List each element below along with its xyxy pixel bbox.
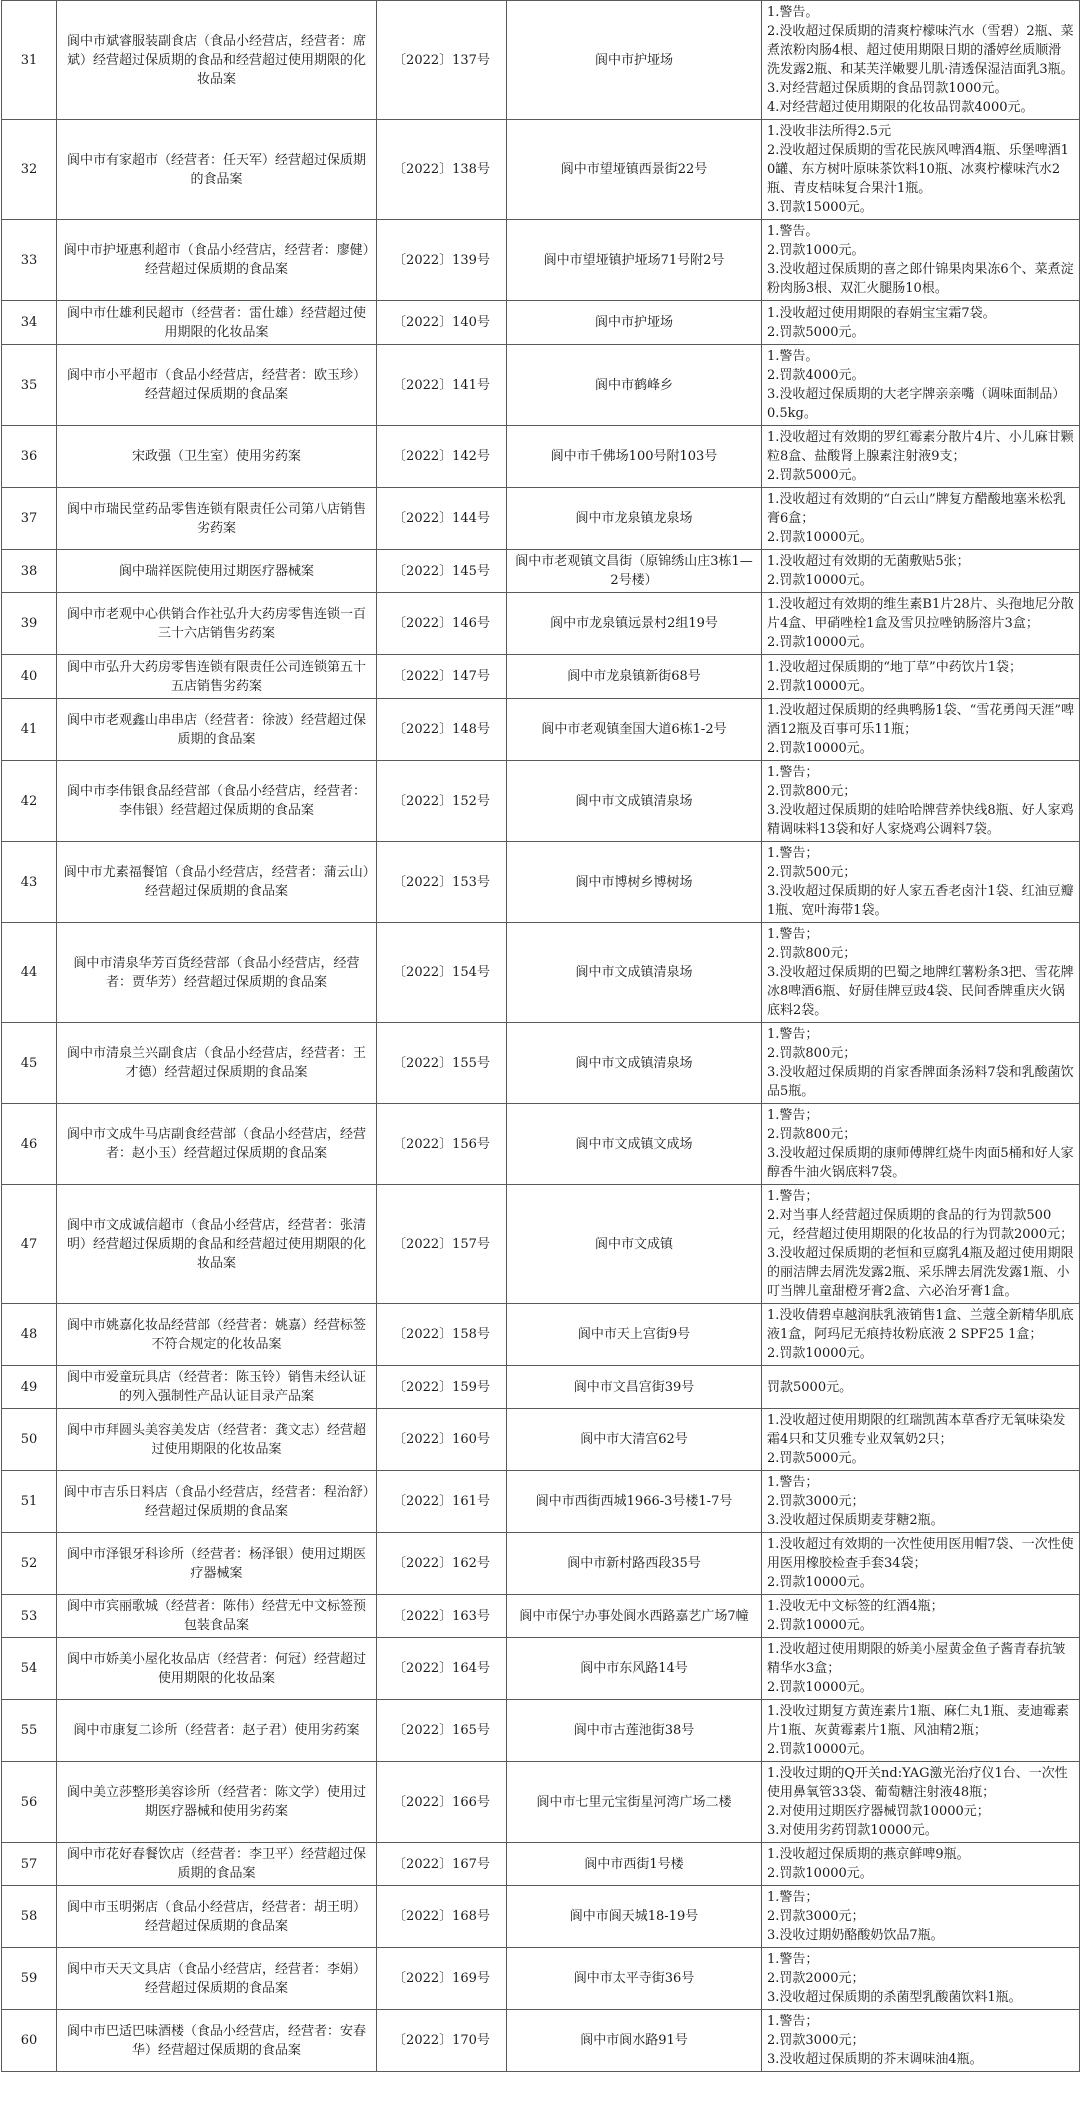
case-name: 阆中市护垭惠利超市（食品小经营店，经营者：廖健）经营超过保质期的食品案 bbox=[57, 220, 377, 301]
address: 阆中市千佛场100号附103号 bbox=[507, 426, 762, 488]
row-number: 38 bbox=[2, 550, 57, 593]
penalty-content: 1.没收超过使用期限的娇美小屋黄金鱼子酱青春抗皱精华水3盒； 2.罚款10000元。 bbox=[762, 1638, 1080, 1700]
address: 阆中市龙泉镇新街68号 bbox=[507, 655, 762, 699]
document-number: 〔2022〕169号 bbox=[377, 1948, 507, 2010]
row-number: 40 bbox=[2, 655, 57, 699]
penalty-content: 1.没收非法所得2.5元 2.没收超过保质期的雪花民族风啤酒4瓶、乐堡啤酒10罐、东方树叶原味茶饮料10瓶、冰爽柠檬味汽水2瓶、青皮桔味复合果汁1瓶。 3.罚款15000元。 bbox=[762, 120, 1080, 220]
case-name: 阆中市有家超市（经营者：任天军）经营超过保质期的食品案 bbox=[57, 120, 377, 220]
document-number: 〔2022〕146号 bbox=[377, 593, 507, 655]
penalty-content: 1.没收超过保质期的燕京鲜啤9瓶。 2.罚款10000元。 bbox=[762, 1843, 1080, 1886]
table-row bbox=[2, 699, 1080, 761]
document-number: 〔2022〕164号 bbox=[377, 1638, 507, 1700]
case-name: 阆中市泽银牙科诊所（经营者：杨泽银）使用过期医疗器械案 bbox=[57, 1533, 377, 1595]
case-name: 阆中市玉明粥店（食品小经营店，经营者：胡王明）经营超过保质期的食品案 bbox=[57, 1886, 377, 1948]
row-number: 45 bbox=[2, 1023, 57, 1104]
penalty-content: 1.警告； 2.对当事人经营超过保质期的食品的行为罚款500元，经营超过使用期限的化妆品的行为罚款2000元； 3.没收超过保质期的老恒和豆腐乳4瓶及超过使用期限的丽洁牌去屑洗发露2瓶、采乐牌去屑洗发露1瓶、小叮当牌儿童甜橙牙膏2盒、六必治牙膏1盒。 bbox=[762, 1185, 1080, 1304]
table-row bbox=[2, 923, 1080, 1023]
table-row bbox=[2, 220, 1080, 301]
table-row bbox=[2, 1, 1080, 120]
penalty-content: 1.警告； 2.罚款3000元； 3.没收超过保质期的芥末调味油4瓶。 bbox=[762, 2010, 1080, 2072]
address: 阆中市文成镇清泉场 bbox=[507, 761, 762, 842]
table-row bbox=[2, 1023, 1080, 1104]
penalty-content: 1.警告。 2.没收超过保质期的清爽柠檬味汽水（雪碧）2瓶、菜煮浓粉肉肠4根、超过使用期限日期的潘婷丝质顺滑洗发露2瓶、和某芙洋嫩婴儿肌·清透保湿洁面乳3瓶。 3.对经营超过保质期的食品罚款1000元。 4.对经营超过使用期限的化妆品罚款4000元。 bbox=[762, 1, 1080, 120]
penalty-content: 1.没收倩碧卓越润肤乳液销售1盒、兰蔻全新精华肌底液1盒，阿玛尼无痕持妆粉底液 2 SPF25 1盒； 2.罚款10000元。 bbox=[762, 1304, 1080, 1366]
address: 阆中市文成镇 bbox=[507, 1185, 762, 1304]
table-row bbox=[2, 1886, 1080, 1948]
row-number: 43 bbox=[2, 842, 57, 923]
document-number: 〔2022〕156号 bbox=[377, 1104, 507, 1185]
document-number: 〔2022〕147号 bbox=[377, 655, 507, 699]
case-name: 阆中市李伟银食品经营部（食品小经营店，经营者：李伟银）经营超过保质期的食品案 bbox=[57, 761, 377, 842]
row-number: 49 bbox=[2, 1366, 57, 1409]
address: 阆中市阆天城18-19号 bbox=[507, 1886, 762, 1948]
case-name: 阆中市瑞民堂药品零售连锁有限责任公司第八店销售劣药案 bbox=[57, 488, 377, 550]
case-name: 阆中市娇美小屋化妆品店（经营者：何冠）经营超过使用期限的化妆品案 bbox=[57, 1638, 377, 1700]
address: 阆中市龙泉镇龙泉场 bbox=[507, 488, 762, 550]
case-name: 阆中市仕雄利民超市（经营者：雷仕雄）经营超过使用期限的化妆品案 bbox=[57, 301, 377, 345]
document-number: 〔2022〕159号 bbox=[377, 1366, 507, 1409]
case-name: 阆中瑞祥医院使用过期医疗器械案 bbox=[57, 550, 377, 593]
address: 阆中市文成镇清泉场 bbox=[507, 923, 762, 1023]
row-number: 50 bbox=[2, 1409, 57, 1471]
document-number: 〔2022〕148号 bbox=[377, 699, 507, 761]
document-number: 〔2022〕142号 bbox=[377, 426, 507, 488]
table-row bbox=[2, 1471, 1080, 1533]
address: 阆中市太平寺街36号 bbox=[507, 1948, 762, 2010]
penalty-content: 1.警告； 2.罚款800元； 3.没收超过保质期的肖家香牌面条汤料7袋和乳酸菌饮品5瓶。 bbox=[762, 1023, 1080, 1104]
case-name: 阆中市清泉兰兴副食店（食品小经营店，经营者：王才德）经营超过保质期的食品案 bbox=[57, 1023, 377, 1104]
case-name: 阆中市弘升大药房零售连锁有限责任公司连锁第五十五店销售劣药案 bbox=[57, 655, 377, 699]
document-number: 〔2022〕140号 bbox=[377, 301, 507, 345]
document-number: 〔2022〕161号 bbox=[377, 1471, 507, 1533]
case-name: 阆中市拜圆头美容美发店（经营者：龚文志）经营超过使用期限的化妆品案 bbox=[57, 1409, 377, 1471]
table-row bbox=[2, 488, 1080, 550]
address: 阆中市东风路14号 bbox=[507, 1638, 762, 1700]
penalty-content: 1.警告； 2.罚款800元； 3.没收超过保质期的康师傅牌红烧牛肉面5桶和好人家醇香牛油火锅底料7袋。 bbox=[762, 1104, 1080, 1185]
row-number: 47 bbox=[2, 1185, 57, 1304]
address: 阆中市望垭镇护垭场71号附2号 bbox=[507, 220, 762, 301]
penalty-content: 1.警告。 2.罚款1000元。 3.没收超过保质期的喜之郎什锦果肉果冻6个、菜煮淀粉肉肠3根、双汇火腿肠10根。 bbox=[762, 220, 1080, 301]
table-row bbox=[2, 120, 1080, 220]
table-row bbox=[2, 1366, 1080, 1409]
address: 阆中市阆水路91号 bbox=[507, 2010, 762, 2072]
row-number: 57 bbox=[2, 1843, 57, 1886]
document-number: 〔2022〕137号 bbox=[377, 1, 507, 120]
address: 阆中市鹤峰乡 bbox=[507, 345, 762, 426]
penalty-content: 1.没收无中文标签的红酒4瓶； 2.罚款10000元。 bbox=[762, 1595, 1080, 1638]
document-number: 〔2022〕160号 bbox=[377, 1409, 507, 1471]
case-name: 阆中市天天文具店（食品小经营店，经营者：李娟）经营超过保质期的食品案 bbox=[57, 1948, 377, 2010]
row-number: 36 bbox=[2, 426, 57, 488]
case-name: 阆中市宾丽歌城（经营者：陈伟）经营无中文标签预包装食品案 bbox=[57, 1595, 377, 1638]
penalty-table bbox=[1, 0, 1080, 2072]
penalty-content: 1.没收超过使用期限的红瑞凯茜本草香疗无氧味染发霜4只和艾贝雅专业双氧奶2只； 2.罚款5000元。 bbox=[762, 1409, 1080, 1471]
penalty-content: 1.没收过期复方黄连素片1瓶、麻仁丸1瓶、麦迪霉素片1瓶、灰黄霉素片1瓶、风油精2瓶； 2.罚款10000元。 bbox=[762, 1700, 1080, 1762]
table-row bbox=[2, 345, 1080, 426]
table-row bbox=[2, 2010, 1080, 2072]
case-name: 阆中市姚嘉化妆品经营部（经营者：姚嘉）经营标签不符合规定的化妆品案 bbox=[57, 1304, 377, 1366]
document-number: 〔2022〕139号 bbox=[377, 220, 507, 301]
row-number: 48 bbox=[2, 1304, 57, 1366]
address: 阆中市老观镇奎国大道6栋1-2号 bbox=[507, 699, 762, 761]
penalty-content: 1.警告； 2.罚款3000元； 3.没收超过保质期麦芽糖2瓶。 bbox=[762, 1471, 1080, 1533]
address: 阆中市文成镇清泉场 bbox=[507, 1023, 762, 1104]
table-row bbox=[2, 1762, 1080, 1843]
address: 阆中市七里元宝街星河湾广场二楼 bbox=[507, 1762, 762, 1843]
penalty-content: 1.没收超过有效期的无菌敷贴5张； 2.罚款10000元。 bbox=[762, 550, 1080, 593]
case-name: 阆中市斌睿服装副食店（食品小经营店，经营者：席斌）经营超过保质期的食品和经营超过使用期限的化妆品案 bbox=[57, 1, 377, 120]
address: 阆中市护垭场 bbox=[507, 301, 762, 345]
case-name: 阆中市老观中心供销合作社弘升大药房零售连锁一百三十六店销售劣药案 bbox=[57, 593, 377, 655]
row-number: 42 bbox=[2, 761, 57, 842]
address: 阆中市大清宫62号 bbox=[507, 1409, 762, 1471]
address: 阆中市文成镇文成场 bbox=[507, 1104, 762, 1185]
case-name: 阆中市小平超市（食品小经营店，经营者：欧玉珍）经营超过保质期的食品案 bbox=[57, 345, 377, 426]
table-row bbox=[2, 1104, 1080, 1185]
case-name: 阆中市文成诚信超市（食品小经营店，经营者：张清明）经营超过保质期的食品和经营超过使用期限的化妆品案 bbox=[57, 1185, 377, 1304]
case-name: 阆中市吉乐日料店（食品小经营店，经营者：程治舒）经营超过保质期的食品案 bbox=[57, 1471, 377, 1533]
penalty-content: 1.没收超过有效期的一次性使用医用帽7袋、一次性使用医用橡胶检查手套34袋； 2.罚款10000元。 bbox=[762, 1533, 1080, 1595]
address: 阆中市护垭场 bbox=[507, 1, 762, 120]
address: 阆中市保宁办事处阆水西路嘉艺广场7幢 bbox=[507, 1595, 762, 1638]
document-number: 〔2022〕162号 bbox=[377, 1533, 507, 1595]
document-number: 〔2022〕138号 bbox=[377, 120, 507, 220]
table-row bbox=[2, 655, 1080, 699]
penalty-content: 1.没收超过保质期的经典鸭肠1袋、“雪花勇闯天涯”啤酒12瓶及百事可乐11瓶； 2.罚款10000元。 bbox=[762, 699, 1080, 761]
document-number: 〔2022〕154号 bbox=[377, 923, 507, 1023]
address: 阆中市西街西城1966-3号楼1-7号 bbox=[507, 1471, 762, 1533]
address: 阆中市西街1号楼 bbox=[507, 1843, 762, 1886]
table-row bbox=[2, 1700, 1080, 1762]
row-number: 34 bbox=[2, 301, 57, 345]
penalty-content: 1.没收超过有效期的维生素B1片28片、头孢地尼分散片4盒、甲硝唑栓1盒及雪贝拉唑钠肠溶片3盒； 2.罚款10000元。 bbox=[762, 593, 1080, 655]
table-row bbox=[2, 761, 1080, 842]
row-number: 52 bbox=[2, 1533, 57, 1595]
table-row bbox=[2, 301, 1080, 345]
row-number: 35 bbox=[2, 345, 57, 426]
penalty-content: 罚款5000元。 bbox=[762, 1366, 1080, 1409]
document-number: 〔2022〕145号 bbox=[377, 550, 507, 593]
document-number: 〔2022〕152号 bbox=[377, 761, 507, 842]
address: 阆中市新村路西段35号 bbox=[507, 1533, 762, 1595]
penalty-content: 1.警告； 2.罚款800元； 3.没收超过保质期的巴蜀之地牌红薯粉条3把、雪花牌冰8啤酒6瓶、好厨佳牌豆豉4袋、民间香牌重庆火锅底料2袋。 bbox=[762, 923, 1080, 1023]
row-number: 59 bbox=[2, 1948, 57, 2010]
row-number: 60 bbox=[2, 2010, 57, 2072]
document-number: 〔2022〕155号 bbox=[377, 1023, 507, 1104]
address: 阆中市古莲池街38号 bbox=[507, 1700, 762, 1762]
document-number: 〔2022〕167号 bbox=[377, 1843, 507, 1886]
case-name: 宋政强（卫生室）使用劣药案 bbox=[57, 426, 377, 488]
penalty-content: 1.警告； 2.罚款500元； 3.没收超过保质期的好人家五香老卤汁1袋、红油豆瓣1瓶、宽叶海带1袋。 bbox=[762, 842, 1080, 923]
row-number: 55 bbox=[2, 1700, 57, 1762]
document-number: 〔2022〕168号 bbox=[377, 1886, 507, 1948]
address: 阆中市龙泉镇远景村2组19号 bbox=[507, 593, 762, 655]
case-name: 阆中市康复二诊所（经营者：赵子君）使用劣药案 bbox=[57, 1700, 377, 1762]
row-number: 31 bbox=[2, 1, 57, 120]
case-name: 阆中市花好春餐饮店（经营者：李卫平）经营超过保质期的食品案 bbox=[57, 1843, 377, 1886]
document-number: 〔2022〕170号 bbox=[377, 2010, 507, 2072]
address: 阆中市文昌宫街39号 bbox=[507, 1366, 762, 1409]
address: 阆中市老观镇文昌街（原锦绣山庄3栋1—2号楼） bbox=[507, 550, 762, 593]
table-row bbox=[2, 842, 1080, 923]
table-row bbox=[2, 550, 1080, 593]
document-number: 〔2022〕158号 bbox=[377, 1304, 507, 1366]
case-name: 阆中市文成牛马店副食经营部（食品小经营店，经营者：赵小玉）经营超过保质期的食品案 bbox=[57, 1104, 377, 1185]
row-number: 39 bbox=[2, 593, 57, 655]
document-number: 〔2022〕166号 bbox=[377, 1762, 507, 1843]
address: 阆中市天上宫街9号 bbox=[507, 1304, 762, 1366]
case-name: 阆中市老观鑫山串串店（经营者：徐波）经营超过保质期的食品案 bbox=[57, 699, 377, 761]
penalty-content: 1.警告； 2.罚款2000元； 3.没收超过保质期的杀菌型乳酸菌饮料1瓶。 bbox=[762, 1948, 1080, 2010]
table-row bbox=[2, 593, 1080, 655]
row-number: 56 bbox=[2, 1762, 57, 1843]
table-row bbox=[2, 1185, 1080, 1304]
document-number: 〔2022〕144号 bbox=[377, 488, 507, 550]
row-number: 53 bbox=[2, 1595, 57, 1638]
case-name: 阆中市清泉华芳百货经营部（食品小经营店，经营者：贾华芳）经营超过保质期的食品案 bbox=[57, 923, 377, 1023]
case-name: 阆中美立莎整形美容诊所（经营者：陈文学）使用过期医疗器械和使用劣药案 bbox=[57, 1762, 377, 1843]
case-name: 阆中市巴适巴味酒楼（食品小经营店，经营者：安春华）经营超过保质期的食品案 bbox=[57, 2010, 377, 2072]
penalty-content: 1.警告； 2.罚款3000元； 3.没收过期奶酪酸奶饮品7瓶。 bbox=[762, 1886, 1080, 1948]
document-number: 〔2022〕165号 bbox=[377, 1700, 507, 1762]
table-row bbox=[2, 1595, 1080, 1638]
document-number: 〔2022〕157号 bbox=[377, 1185, 507, 1304]
penalty-content: 1.没收超过保质期的“地丁草”中药饮片1袋； 2.罚款10000元。 bbox=[762, 655, 1080, 699]
table-row bbox=[2, 1948, 1080, 2010]
penalty-content: 1.警告。 2.罚款4000元。 3.没收超过保质期的大老字牌亲亲嘴（调味面制品）0.5kg。 bbox=[762, 345, 1080, 426]
penalty-content: 1.没收超过使用期限的春娟宝宝霜7袋。 2.罚款5000元。 bbox=[762, 301, 1080, 345]
address: 阆中市望垭镇西景街22号 bbox=[507, 120, 762, 220]
row-number: 54 bbox=[2, 1638, 57, 1700]
penalty-content: 1.没收超过有效期的罗红霉素分散片4片、小儿麻甘颗粒8盒、盐酸肾上腺素注射液9支； 2.罚款5000元。 bbox=[762, 426, 1080, 488]
row-number: 41 bbox=[2, 699, 57, 761]
table-row bbox=[2, 426, 1080, 488]
document-number: 〔2022〕163号 bbox=[377, 1595, 507, 1638]
penalty-content: 1.警告； 2.罚款800元； 3.没收超过保质期的娃哈哈牌营养快线8瓶、好人家鸡精调味料13袋和好人家烧鸡公调料7袋。 bbox=[762, 761, 1080, 842]
document-number: 〔2022〕141号 bbox=[377, 345, 507, 426]
table-row bbox=[2, 1533, 1080, 1595]
table-row bbox=[2, 1409, 1080, 1471]
row-number: 37 bbox=[2, 488, 57, 550]
penalty-content: 1.没收超过有效期的“白云山”牌复方醋酸地塞米松乳膏6盒； 2.罚款10000元。 bbox=[762, 488, 1080, 550]
document-number: 〔2022〕153号 bbox=[377, 842, 507, 923]
table-row bbox=[2, 1304, 1080, 1366]
table-row bbox=[2, 1638, 1080, 1700]
case-name: 阆中市尤素福餐馆（食品小经营店，经营者：蒲云山）经营超过保质期的食品案 bbox=[57, 842, 377, 923]
row-number: 46 bbox=[2, 1104, 57, 1185]
table-row bbox=[2, 1843, 1080, 1886]
row-number: 44 bbox=[2, 923, 57, 1023]
row-number: 32 bbox=[2, 120, 57, 220]
row-number: 51 bbox=[2, 1471, 57, 1533]
penalty-content: 1.没收过期的Q开关nd:YAG激光治疗仪1台、一次性使用鼻氧管33袋、葡萄糖注射液48瓶； 2.对使用过期医疗器械罚款10000元； 3.对使用劣药罚款10000元。 bbox=[762, 1762, 1080, 1843]
row-number: 58 bbox=[2, 1886, 57, 1948]
table-body bbox=[2, 1, 1080, 2072]
row-number: 33 bbox=[2, 220, 57, 301]
case-name: 阆中市爱童玩具店（经营者：陈玉铃）销售未经认证的列入强制性产品认证目录产品案 bbox=[57, 1366, 377, 1409]
address: 阆中市博树乡博树场 bbox=[507, 842, 762, 923]
